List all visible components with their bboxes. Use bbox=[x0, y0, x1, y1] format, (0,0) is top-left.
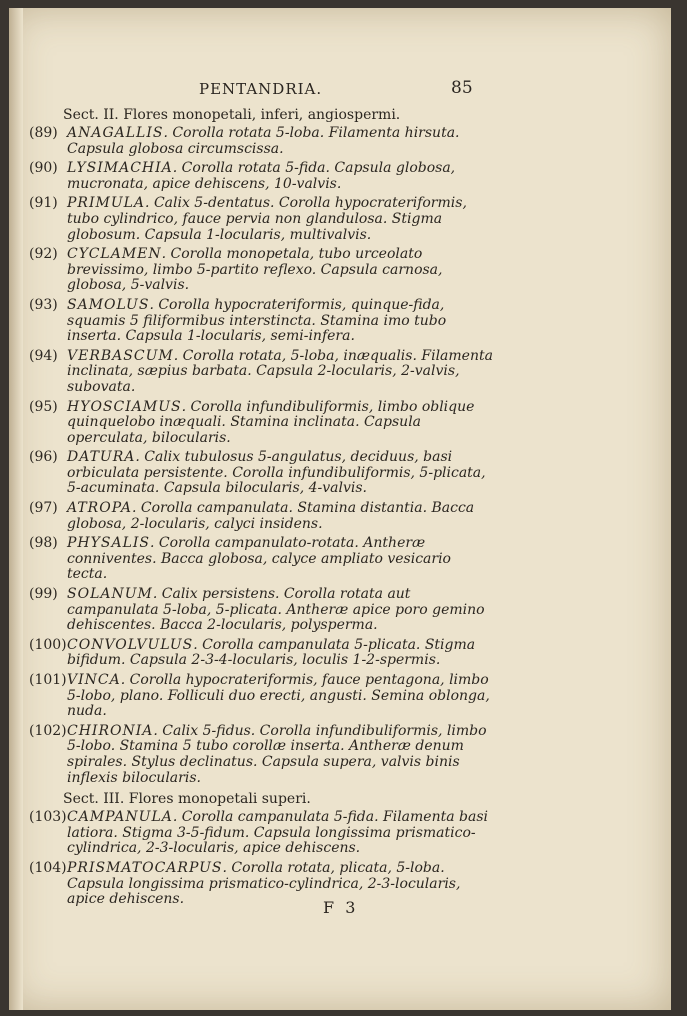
genus-name: PRIMULA bbox=[67, 195, 146, 212]
genus-name: VINCA bbox=[67, 672, 121, 688]
entry-number: (99) bbox=[29, 586, 58, 603]
section-entries bbox=[29, 126, 494, 786]
genus-description: . Corolla campanulato-rotata. Antheræ conniventes. Bacca globosa, calyce ampliato vesicario tecta. bbox=[67, 535, 451, 583]
page-content bbox=[29, 106, 494, 912]
entry-number: (90) bbox=[29, 160, 58, 177]
genus-description: . Corolla rotata 5-loba. Filamenta hirsuta. Capsula globosa circumscissa. bbox=[67, 125, 460, 157]
genus-name: CHIRONIA bbox=[67, 722, 154, 739]
genus-entry bbox=[29, 587, 494, 634]
genus-description: . Calix persistens. Corolla rotata aut campanulata 5-loba, 5-plicata. Antheræ apice poro gemino dehiscentes. Bacca 2-locularis, polysperma. bbox=[67, 586, 485, 634]
page-header bbox=[9, 74, 671, 98]
entry-number: (96) bbox=[29, 449, 58, 466]
page-gutter bbox=[9, 8, 23, 1010]
genus-entry bbox=[29, 673, 494, 720]
entry-number: (100) bbox=[29, 636, 67, 653]
entry-number: (103) bbox=[29, 809, 67, 826]
entry-number: (97) bbox=[29, 500, 58, 517]
genus-name: HYOSCIAMUS bbox=[67, 398, 182, 415]
genus-description: . Corolla hypocrateriformis, fauce pentagona, limbo 5-lobo, plano. Folliculi duo erecti, angusti. Semina oblonga, nuda. bbox=[67, 672, 490, 720]
signature-mark: F 3 bbox=[323, 898, 359, 917]
genus-entry bbox=[29, 247, 494, 294]
entry-number: (93) bbox=[29, 296, 58, 313]
entry-number: (91) bbox=[29, 195, 58, 212]
entry-number: (94) bbox=[29, 347, 58, 364]
genus-entry bbox=[29, 196, 494, 243]
genus-entry bbox=[29, 724, 494, 786]
section-heading: Sect. III. Flores monopetali superi. bbox=[63, 791, 311, 808]
genus-entry bbox=[29, 501, 494, 532]
genus-name: CYCLAMEN bbox=[67, 246, 162, 263]
genus-description: . Corolla campanulata. Stamina distantia. Bacca globosa, 2-locularis, calyci insidens. bbox=[67, 500, 475, 532]
entry-number: (102) bbox=[29, 722, 67, 739]
genus-description: . Corolla campanulata 5-plicata. Stigma bifidum. Capsula 2-3-4-locularis, loculis 1-2-spermis. bbox=[67, 636, 476, 669]
running-title: PENTANDRIA. bbox=[199, 80, 323, 98]
genus-entry bbox=[29, 536, 494, 583]
entry-number: (95) bbox=[29, 398, 58, 415]
genus-entry bbox=[29, 349, 494, 396]
page-number: 85 bbox=[451, 78, 473, 98]
genus-description: . Calix tubulosus 5-angulatus, deciduus, basi orbiculata persistente. Corolla infundibuliformis, 5-plicata, 5-acuminata. Capsula bilocularis, 4-valvis. bbox=[67, 449, 486, 497]
genus-entry bbox=[29, 298, 494, 345]
genus-entry bbox=[29, 861, 494, 908]
genus-name: PRISMATOCARPUS bbox=[67, 859, 223, 876]
genus-description: . Calix 5-dentatus. Corolla hypocrateriformis, tubo cylindrico, fauce pervia non glandulosa. Stigma globosum. Capsula 1-locularis, multivalvis. bbox=[67, 195, 467, 243]
genus-description: . Corolla rotata, plicata, 5-loba. Capsula longissima prismatico-cylindrica, 2-3-locularis, apice dehiscens. bbox=[67, 859, 461, 908]
section-heading: Sect. II. Flores monopetali, inferi, angiospermi. bbox=[63, 107, 401, 123]
genus-entry bbox=[29, 450, 494, 497]
genus-entry bbox=[29, 126, 494, 157]
genus-name: DATURA bbox=[67, 449, 136, 466]
genus-name: VERBASCUM bbox=[67, 347, 174, 364]
entry-number: (101) bbox=[29, 672, 67, 688]
genus-name: PHYSALIS bbox=[67, 535, 150, 552]
genus-name: ATROPA bbox=[67, 500, 132, 517]
entry-number: (92) bbox=[29, 246, 58, 263]
genus-name: CONVOLVULUS bbox=[67, 636, 194, 653]
genus-name: SOLANUM bbox=[67, 586, 153, 603]
genus-description: . Corolla rotata, 5-loba, inæqualis. Filamenta inclinata, sæpius barbata. Capsula 2-locularis, 2-valvis, subovata. bbox=[67, 347, 493, 395]
genus-description: . Calix 5-fidus. Corolla infundibuliformis, limbo 5-lobo. Stamina 5 tubo corollæ inserta. Antheræ denum spirales. Stylus declinatus. Capsula supera, valvis binis inflexis bilocularis. bbox=[67, 722, 487, 786]
entry-number: (98) bbox=[29, 535, 58, 552]
genus-name: ANAGALLIS bbox=[67, 125, 164, 141]
genus-name: LYSIMACHIA bbox=[67, 160, 173, 177]
genus-description: . Corolla rotata 5-fida. Capsula globosa, mucronata, apice dehiscens, 10-valvis. bbox=[67, 160, 456, 192]
genus-entry bbox=[29, 638, 494, 669]
genus-description: . Corolla hypocrateriformis, quinque-fida, squamis 5 filiformibus interstincta. Stamina imo tubo inserta. Capsula 1-locularis, semi-infera. bbox=[67, 296, 447, 345]
genus-entry bbox=[29, 161, 494, 192]
entry-number: (89) bbox=[29, 125, 58, 141]
genus-name: SAMOLUS bbox=[67, 296, 150, 313]
genus-entry bbox=[29, 400, 494, 447]
section-entries bbox=[29, 810, 494, 908]
genus-description: . Corolla monopetala, tubo urceolato brevissimo, limbo 5-partito reflexo. Capsula carnosa, globosa, 5-valvis. bbox=[67, 246, 443, 294]
genus-description: . Corolla campanulata 5-fida. Filamenta basi latiora. Stigma 3-5-fidum. Capsula longissima prismatico-cylindrica, 2-3-locularis, apice dehiscens. bbox=[67, 809, 488, 857]
genus-entry bbox=[29, 810, 494, 857]
entry-number: (104) bbox=[29, 859, 67, 876]
genus-name: CAMPANULA bbox=[67, 809, 173, 826]
genus-description: . Corolla infundibuliformis, limbo oblique quinquelobo inæquali. Stamina inclinata. Capsula operculata, bilocularis. bbox=[67, 398, 475, 446]
book-page bbox=[9, 8, 671, 1010]
